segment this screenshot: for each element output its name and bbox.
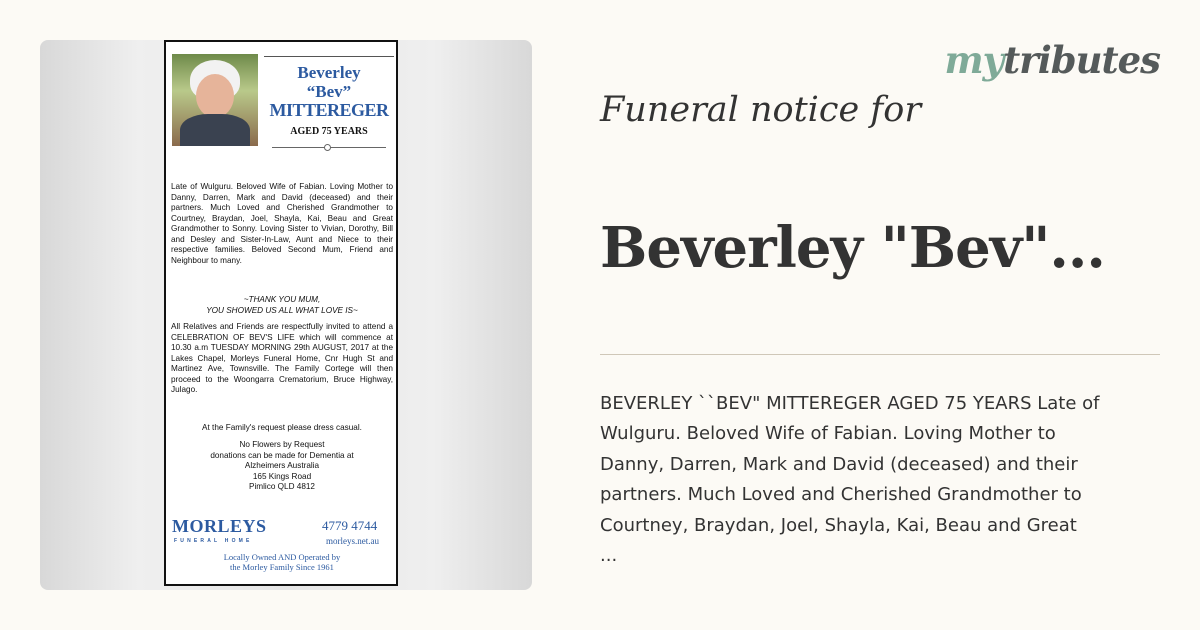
summary-line: Danny, Darren, Mark and David (deceased) and their bbox=[600, 453, 1078, 475]
portrait-photo bbox=[172, 54, 258, 146]
logo-part-tributes: tributes bbox=[1003, 38, 1160, 82]
notice-service-details: All Relatives and Friends are respectfully invited to attend a CELEBRATION OF BEV'S LIFE which will commence at 10.30 a.m TUESDAY MORNING 29th AUGUST, 2017 at the Lakes Chapel, Morleys Funeral Home, Cnr Hugh St and Martinez Ave, Townsville. The Family Cortege will then proceed to the Woongarra Crematorium, Bruce Highway, Julago. bbox=[171, 322, 393, 394]
notice-body-text: Late of Wulguru. Beloved Wife of Fabian. Loving Mother to Danny, Darren, Mark and David (deceased) and their partners. Much Loved and Cherished Grandmother to Courtney, Braydan, Joel, Shayla, Kai, Beau and Great Grandmother to Sonny. Loving Sister to Vivian, Dorothy, Bill and Desley and Sister-In-Law, Aunt and Niece to their respective families. Beloved Second Mum, Friend and Neighbour to many. bbox=[171, 182, 393, 265]
notice-tagline: Locally Owned AND Operated by the Morley Family Since 1961 bbox=[223, 552, 341, 572]
logo-part-my: my bbox=[944, 38, 1004, 82]
funeral-notice-clipping bbox=[164, 40, 398, 586]
summary-line: Wulguru. Beloved Wife of Fabian. Loving Mother to bbox=[600, 423, 1056, 445]
notice-quote: ~THANK YOU MUM, YOU SHOWED US ALL WHAT LOVE IS~ bbox=[206, 295, 358, 315]
summary-ellipsis: ... bbox=[600, 545, 618, 567]
page-heading: Funeral notice for bbox=[600, 90, 922, 130]
notice-flowers: No Flowers by Request donations can be made for Dementia at Alzheimers Australia 165 Kings Road Pimlico QLD 4812 bbox=[210, 440, 354, 491]
summary-line: Courtney, Braydan, Joel, Shayla, Kai, Beau and Great bbox=[600, 514, 1077, 536]
morleys-logo-subtitle: FUNERAL HOME bbox=[174, 538, 253, 544]
notice-phone: 4779 4744 bbox=[322, 518, 378, 533]
morleys-logo: MORLEYS bbox=[172, 516, 267, 536]
summary-line: BEVERLEY ``BEV" MITTEREGER AGED 75 YEARS Late of bbox=[600, 393, 1100, 414]
notice-dress-code: At the Family's request please dress casual. bbox=[202, 423, 362, 432]
notice-image-panel bbox=[40, 40, 532, 590]
section-divider bbox=[600, 354, 1160, 355]
notice-surname: MITTEREGER bbox=[269, 100, 389, 120]
notice-website: morleys.net.au bbox=[326, 536, 379, 546]
notice-nickname: “Bev” bbox=[306, 82, 352, 101]
ornament-divider bbox=[262, 143, 396, 151]
summary-line: partners. Much Loved and Cherished Grandmother to bbox=[600, 484, 1082, 506]
mytributes-logo[interactable] bbox=[944, 38, 1160, 82]
notice-summary bbox=[600, 389, 1160, 571]
notice-name-block bbox=[262, 56, 396, 151]
deceased-name: Beverley "Bev"... bbox=[600, 215, 1105, 281]
notice-age: AGED 75 YEARS bbox=[290, 126, 368, 137]
notice-first-name: Beverley bbox=[297, 63, 361, 82]
